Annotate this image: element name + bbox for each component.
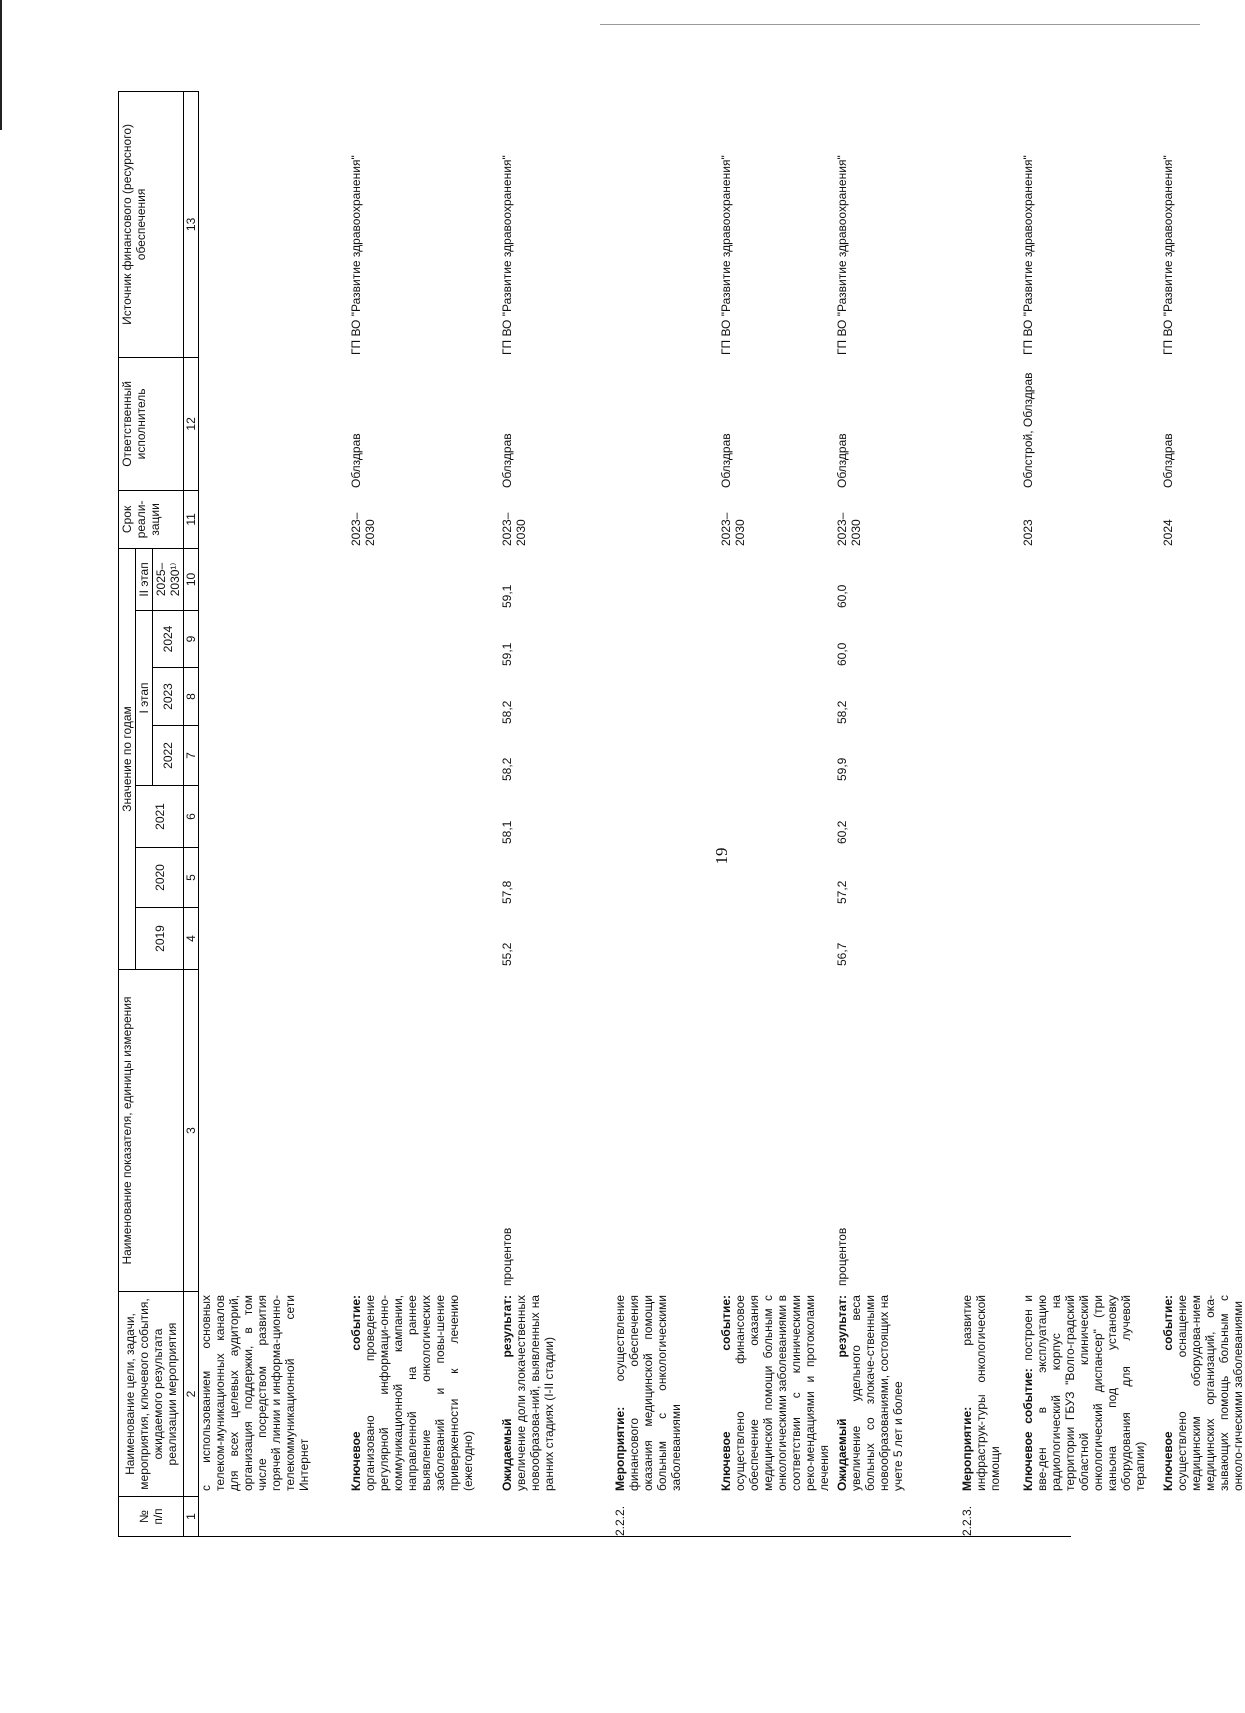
plan-table-body	[199, 91, 1245, 1537]
scan-top-line	[600, 24, 1200, 25]
value-2022: 58,2	[500, 757, 514, 781]
col-number: 1	[184, 1497, 199, 1537]
header-year-2025-2030: 2025– 2030¹⁾	[153, 548, 184, 610]
row-text: осуществлено оснащение медицинским оборудова-нием медицинских организаций, ока-зывающих помощь больным с онколо-гическими заболеваниями	[1175, 1295, 1245, 1491]
row-term: 2023– 2030	[500, 512, 528, 546]
row-executor: Облздрав	[349, 433, 363, 488]
row-executor: Облздрав	[500, 433, 514, 488]
header-col-term: Срок реали- зации	[119, 490, 184, 548]
col-number: 13	[184, 91, 199, 357]
row-source: ГП ВО "Развитие здравоохранения"	[500, 155, 514, 355]
header-col-number: № п/п	[119, 1497, 184, 1537]
col-number: 8	[184, 668, 199, 726]
value-2019: 55,2	[500, 942, 514, 966]
col-number: 4	[184, 908, 199, 970]
value-2024: 59,1	[500, 642, 514, 666]
row-term: 2023	[1021, 519, 1035, 546]
row-label: Ожидаемый результат:	[500, 1295, 514, 1491]
row-description	[1021, 1295, 1147, 1491]
row-description	[199, 1295, 311, 1491]
row-number: 2.2.2.	[613, 1505, 627, 1536]
row-source: ГП ВО "Развитие здравоохранения"	[1021, 155, 1035, 355]
row-text: организовано проведение регулярной информаци-онно-коммуникационной кампании, направленной на раннее выявление онкологических заболеваний и повы-шение приверженности к лечению (ежегодно)	[363, 1295, 475, 1491]
row-source: ГП ВО "Развитие здравоохранения"	[719, 155, 733, 355]
row-label: Ключевое событие:	[1021, 1368, 1035, 1491]
col-number: 2	[184, 1292, 199, 1497]
row-description	[960, 1295, 1002, 1491]
row-label: Мероприятие:	[960, 1406, 974, 1491]
header-col-executor: Ответственный исполнитель	[119, 357, 184, 490]
rotated-table-page	[118, 92, 1245, 1537]
header-year-2019: 2019	[136, 908, 184, 970]
header-stage-2: II этап	[136, 548, 153, 610]
value-2019: 56,7	[835, 942, 849, 966]
col-number: 10	[184, 548, 199, 610]
col-number: 7	[184, 726, 199, 786]
row-description	[349, 1295, 475, 1491]
row-unit: процентов	[500, 1227, 514, 1286]
row-term: 2023– 2030	[719, 512, 747, 546]
row-description	[835, 1295, 905, 1491]
row-text: развитие инфраструк-туры онкологической помощи	[960, 1295, 1002, 1491]
value-2021: 58,1	[500, 820, 514, 844]
header-stage-1: I этап	[136, 611, 153, 786]
row-text: увеличение доли злокачественных новообразова-ний, выявленных на ранних стадиях (I-II стадии)	[514, 1295, 556, 1491]
row-term: 2023– 2030	[349, 512, 377, 546]
col-number: 3	[184, 970, 199, 1292]
value-2021: 60,2	[835, 820, 849, 844]
value-2024: 60,0	[835, 642, 849, 666]
value-2023: 58,2	[835, 700, 849, 724]
row-description	[613, 1295, 683, 1491]
header-year-2020: 2020	[136, 848, 184, 908]
row-text: с использованием основных телеком-муникационных каналов для всех целевых аудиторий, организация поддержки, в том числе посредством развития горячей линии и информа-ционно-телекоммуникационной сети Интернет	[199, 1295, 311, 1491]
header-year-2021: 2021	[136, 786, 184, 848]
row-term: 2024	[1161, 519, 1175, 546]
row-text: осуществлено финансовое обеспечение оказания медицинской помощи больным с онкологическими заболеваниями в соответствии с клиническими реко-мендациями и протоколами лечения	[733, 1295, 831, 1491]
row-text: построен и вве-ден в эксплуатацию радиологический корпус на территории ГБУЗ "Волго-градский областной клинический онкологический диспансер" (три каньона под установку оборудования для лучевой терапии)	[1021, 1294, 1147, 1491]
value-2025-2030: 59,1	[500, 584, 514, 608]
row-description	[1161, 1295, 1245, 1491]
header-year-2023: 2023	[153, 668, 184, 726]
value-2020: 57,8	[500, 880, 514, 904]
value-2025-2030: 60,0	[835, 584, 849, 608]
col-number: 5	[184, 848, 199, 908]
row-text: увеличение удельного веса больных со злокаче-ственными новообразованиями, состоящих на учете 5 лет и более	[849, 1295, 905, 1491]
row-label: Мероприятие:	[613, 1406, 627, 1491]
header-col-name: Наименование цели, задачи, мероприятия, ключевого события, ожидаемого результата реализации мероприятия	[119, 1292, 184, 1497]
row-term: 2023– 2030	[835, 512, 863, 546]
col-number: 12	[184, 357, 199, 490]
col-number: 11	[184, 490, 199, 548]
row-label: Ключевое событие:	[349, 1295, 363, 1491]
page-number: 19	[712, 847, 731, 865]
header-col-source: Источник финансового (ресурсного) обеспечения	[119, 91, 184, 357]
value-2023: 58,2	[500, 700, 514, 724]
row-source: ГП ВО "Развитие здравоохранения"	[1161, 155, 1175, 355]
col-number: 6	[184, 786, 199, 848]
row-executor: Облздрав	[719, 433, 733, 488]
row-label: Ключевое событие:	[719, 1295, 733, 1491]
value-2020: 57,2	[835, 880, 849, 904]
value-2022: 59,9	[835, 757, 849, 781]
row-description	[500, 1295, 556, 1491]
row-description	[719, 1295, 831, 1491]
row-source: ГП ВО "Развитие здравоохранения"	[349, 155, 363, 355]
header-col-indicator: Наименование показателя, единицы измерения	[119, 970, 184, 1292]
row-text: осуществление финансового обеспечения оказания медицинской помощи больным с онкологическими заболеваниями	[613, 1295, 683, 1491]
col-number: 9	[184, 611, 199, 668]
row-unit: процентов	[835, 1227, 849, 1286]
header-year-2024: 2024	[153, 611, 184, 668]
row-executor: Облстрой, Облздрав	[1021, 372, 1035, 488]
row-executor: Облздрав	[1161, 433, 1175, 488]
row-number: 2.2.3.	[960, 1505, 974, 1536]
row-label: Ожидаемый результат:	[835, 1295, 849, 1491]
row-executor: Облздрав	[835, 433, 849, 488]
header-years-group: Значение по годам	[119, 548, 136, 969]
header-year-2022: 2022	[153, 726, 184, 786]
row-label: Ключевое событие:	[1161, 1295, 1175, 1491]
scan-edge-line	[0, 0, 2, 130]
row-source: ГП ВО "Развитие здравоохранения"	[835, 155, 849, 355]
plan-table-header	[118, 91, 199, 1537]
